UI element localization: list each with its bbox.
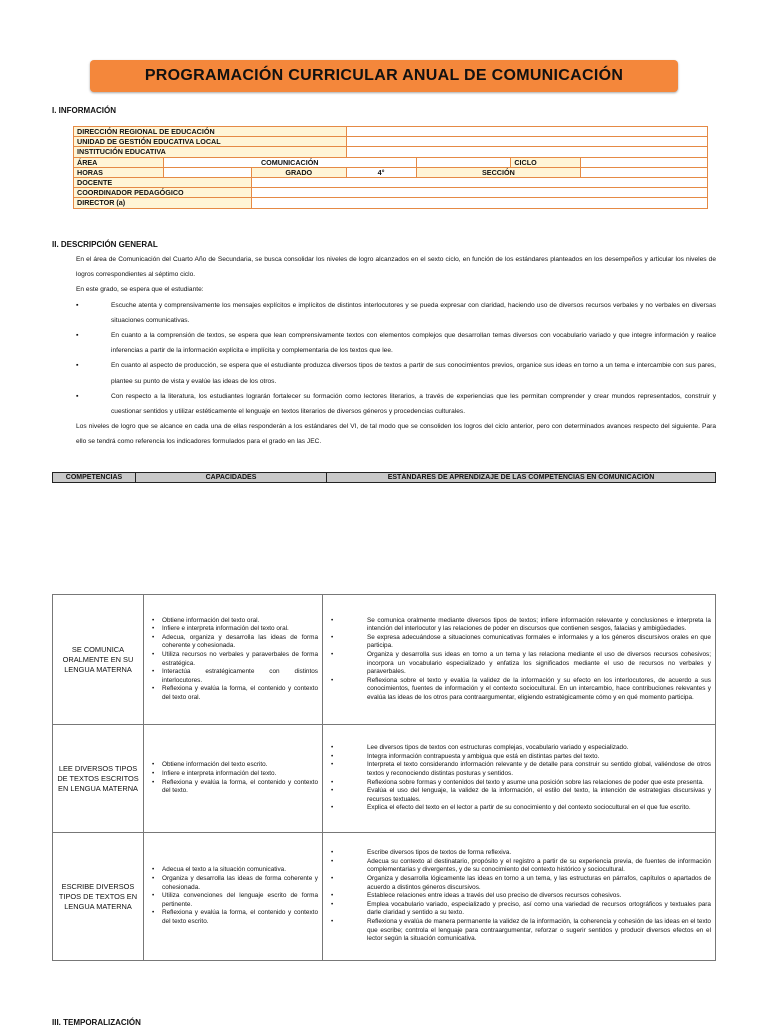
capacidad-item: • Utiliza recursos no verbales y paraverbales de forma estratégica. <box>162 651 318 668</box>
horas-label: HORAS <box>74 167 164 177</box>
competencia-name: LEE DIVERSOS TIPOS DE TEXTOS ESCRITOS EN LENGUA MATERNA <box>53 725 144 833</box>
estandar-item: • Organiza y desarrolla sus ideas en torno a un tema y las relaciona mediante el uso de diversos recursos cohesivos; incorpora un vocabulario especializado y enfatiza los significados mediante el uso de recursos no verbales y paraverbales. <box>341 651 711 677</box>
estandar-item: • Explica el efecto del texto en el lector a partir de su conocimiento y del contexto sociocultural en el que fue escrito. <box>341 804 711 813</box>
estandar-item: • Integra información contrapuesta y ambigua que está en distintas partes del texto. <box>341 753 711 762</box>
capacidad-item: • Adecua el texto a la situación comunicativa. <box>162 866 318 875</box>
capacidad-item: • Infiere e interpreta información del texto oral. <box>162 625 318 634</box>
estandar-item: • Reflexiona sobre el texto y evalúa la validez de la información y su efecto en los interlocutores, de acuerdo a sus conocimientos, fuentes de información y el contexto sociocultural. En un intercambio, hace contribuciones relevantes y evalúa las ideas de los otros para contraargumentar, eligiendo estratégicamente cómo y en qué momento participa. <box>341 677 711 703</box>
info-row-docente <box>74 177 708 187</box>
description-lead: En este grado, se espera que el estudiante: <box>76 286 204 294</box>
info-row-director <box>74 198 708 208</box>
area-extra <box>416 157 511 167</box>
dre-label: DIRECCIÓN REGIONAL DE EDUCACIÓN <box>74 127 347 137</box>
dre-value[interactable] <box>346 127 707 137</box>
capacidades-cell <box>144 595 323 725</box>
info-row-horas <box>74 167 708 177</box>
area-label: ÁREA <box>74 157 164 167</box>
header-competencias: COMPETENCIAS <box>53 473 136 483</box>
estandar-item: • Escribe diversos tipos de textos de forma reflexiva. <box>341 849 711 858</box>
capacidad-item: • Reflexiona y evalúa la forma, el contenido y contexto del texto oral. <box>162 685 318 702</box>
info-row-coordinador <box>74 188 708 198</box>
section-temporalizacion-heading: III. TEMPORALIZACIÓN <box>52 1018 141 1027</box>
title-banner <box>90 60 678 92</box>
competencias-table <box>52 594 716 961</box>
capacidad-item: • Infiere e interpreta información del texto. <box>162 770 318 779</box>
table-row <box>53 725 716 833</box>
capacidad-item: • Utiliza convenciones del lenguaje escrito de forma pertinente. <box>162 892 318 909</box>
director-value[interactable] <box>251 198 707 208</box>
capacidad-item: • Adecua, organiza y desarrolla las ideas de forma coherente y cohesionada. <box>162 634 318 651</box>
description-closing: Los niveles de logro que se alcance en cada una de ellas responderán a los estándares del VI, de tal modo que se consoliden los logros del ciclo anterior, pero con determinados avances respecto del siguiente. Para ello se tendrá como referencia los indicadores formulados para el grado en las JEC. <box>76 423 716 446</box>
capacidades-cell <box>144 833 323 961</box>
seccion-value[interactable] <box>581 167 708 177</box>
info-row-ie <box>74 147 708 157</box>
description-bullet: ▪ En cuanto al aspecto de producción, se espera que el estudiante produzca diversos tipos de textos a partir de sus conocimientos previos, organice sus ideas en torno a un tema e intercambie con sus pares, plantee su punto de vista y evalúe las ideas de los otros. <box>76 358 716 388</box>
estandar-item: • Emplea vocabulario variado, especializado y preciso, así como una variedad de recursos ortográficos y textuales para darle claridad y sentido a su texto. <box>341 901 711 918</box>
description-bullet: ▪ Con respecto a la literatura, los estudiantes lograrán fortalecer su formación como lectores literarios, a través de experiencias que les permitan comprender y crear mundos representados, construir y cuestionar sentidos y utilizar estéticamente el lenguaje en textos literarios de diversos géneros y procedencias culturales. <box>76 389 716 419</box>
capacidad-item: • Organiza y desarrolla las ideas de forma coherente y cohesionada. <box>162 875 318 892</box>
estandar-item: • Organiza y desarrolla lógicamente las ideas en torno a un tema, y las estructuras en párrafos, capítulos o apartados de acuerdo a distintos géneros discursivos. <box>341 875 711 892</box>
capacidad-item: • Reflexiona y evalúa la forma, el contenido y contexto del texto. <box>162 779 318 796</box>
capacidad-item: • Reflexiona y evalúa la forma, el contenido y contexto del texto escrito. <box>162 909 318 926</box>
coordinador-value[interactable] <box>251 188 707 198</box>
grado-label: GRADO <box>251 167 346 177</box>
estandar-item: • Lee diversos tipos de textos con estructuras complejas, vocabulario variado y especializado. <box>341 744 711 753</box>
estandar-item: • Interpreta el texto considerando información relevante y de detalle para construir su sentido global, valiéndose de otros textos y reconociendo distintas posturas y sentidos. <box>341 761 711 778</box>
area-value: COMUNICACIÓN <box>163 157 416 167</box>
capacidades-cell <box>144 725 323 833</box>
description-bullet: ▪ Escuche atenta y comprensivamente los mensajes explícitos e implícitos de distintos interlocutores y se pueda expresar con claridad, haciendo uso de diversos recursos verbales y no verbales en diversas situaciones comunicativas. <box>76 298 716 328</box>
estandar-item: • Reflexiona y evalúa de manera permanente la validez de la información, la coherencia y cohesión de las ideas en el texto que escribe; controla el lenguaje para contraargumentar, reforzar o sugerir sentidos y producir diversos efectos en el lector según la situación comunicativa. <box>341 918 711 944</box>
competencia-name: ESCRIBE DIVERSOS TIPOS DE TEXTOS EN LENGUA MATERNA <box>53 833 144 961</box>
capacidad-item: • Obtiene información del texto oral. <box>162 617 318 626</box>
competencias-header-table <box>52 472 716 483</box>
description-block <box>76 252 716 450</box>
ie-label: INSTITUCIÓN EDUCATIVA <box>74 147 347 157</box>
grado-value: 4° <box>346 167 416 177</box>
estandares-cell <box>323 725 716 833</box>
estandares-cell <box>323 833 716 961</box>
competencia-name: SE COMUNICA ORALMENTE EN SU LENGUA MATERNA <box>53 595 144 725</box>
page-title: PROGRAMACIÓN CURRICULAR ANUAL DE COMUNICACIÓN <box>144 67 624 84</box>
ie-value[interactable] <box>346 147 707 157</box>
seccion-label: SECCIÓN <box>416 167 581 177</box>
estandar-item: • Se comunica oralmente mediante diversos tipos de textos; infiere información relevante y conclusiones e interpreta la intención del interlocutor y las relaciones de poder en discursos que contienen sesgos, falacias y ambigüedades. <box>341 617 711 634</box>
horas-value[interactable] <box>163 167 251 177</box>
estandar-item: • Establece relaciones entre ideas a través del uso preciso de diversos recursos cohesivos. <box>341 892 711 901</box>
header-capacidades: CAPACIDADES <box>136 473 327 483</box>
ciclo-value[interactable] <box>581 157 708 167</box>
estandar-item: • Se expresa adecuándose a situaciones comunicativas formales e informales y a los géneros discursivos orales en que participa. <box>341 634 711 651</box>
docente-label: DOCENTE <box>74 177 252 187</box>
table-row <box>53 595 716 725</box>
info-row-ugel <box>74 137 708 147</box>
director-label: DIRECTOR (a) <box>74 198 252 208</box>
table-row <box>53 833 716 961</box>
estandar-item: • Reflexiona sobre formas y contenidos del texto y asume una posición sobre las relaciones de poder que este presenta. <box>341 779 711 788</box>
docente-value[interactable] <box>251 177 707 187</box>
ugel-value[interactable] <box>346 137 707 147</box>
estandares-cell <box>323 595 716 725</box>
section-informacion-heading: I. INFORMACIÓN <box>52 106 116 115</box>
coordinador-label: COORDINADOR PEDAGÓGICO <box>74 188 252 198</box>
estandar-item: • Evalúa el uso del lenguaje, la validez de la información, el estilo del texto, la intención de estrategias discursivas y recursos textuales. <box>341 787 711 804</box>
info-row-dre <box>74 127 708 137</box>
info-row-area <box>74 157 708 167</box>
ciclo-label: CICLO <box>511 157 581 167</box>
description-intro: En el área de Comunicación del Cuarto Año de Secundaria, se busca consolidar los niveles de logro alcanzados en el sexto ciclo, en función de los estándares planteados en los desempeños y articular los niveles de logros correspondientes al séptimo ciclo. <box>76 256 716 279</box>
estandar-item: • Adecua su contexto al destinatario, propósito y el registro a partir de su experiencia previa, de fuentes de información complementarias y divergentes, y de su conocimiento del contexto histórico y sociocultural. <box>341 858 711 875</box>
info-table <box>73 126 708 209</box>
description-bullet: ▪ En cuanto a la comprensión de textos, se espera que lean comprensivamente textos con elementos complejos que desarrollan temas diversos con vocabulario variado y que integre información y realice inferencias a partir de la información explícita e implícita y complementaria de los textos que lee. <box>76 328 716 358</box>
ugel-label: UNIDAD DE GESTIÓN EDUCATIVA LOCAL <box>74 137 347 147</box>
capacidad-item: • Interactúa estratégicamente con distintos interlocutores. <box>162 668 318 685</box>
capacidad-item: • Obtiene información del texto escrito. <box>162 761 318 770</box>
section-descripcion-heading: II. DESCRIPCIÓN GENERAL <box>52 240 158 249</box>
header-estandares: ESTÁNDARES DE APRENDIZAJE DE LAS COMPETENCIAS EN COMUNICACIÓN <box>327 473 716 483</box>
